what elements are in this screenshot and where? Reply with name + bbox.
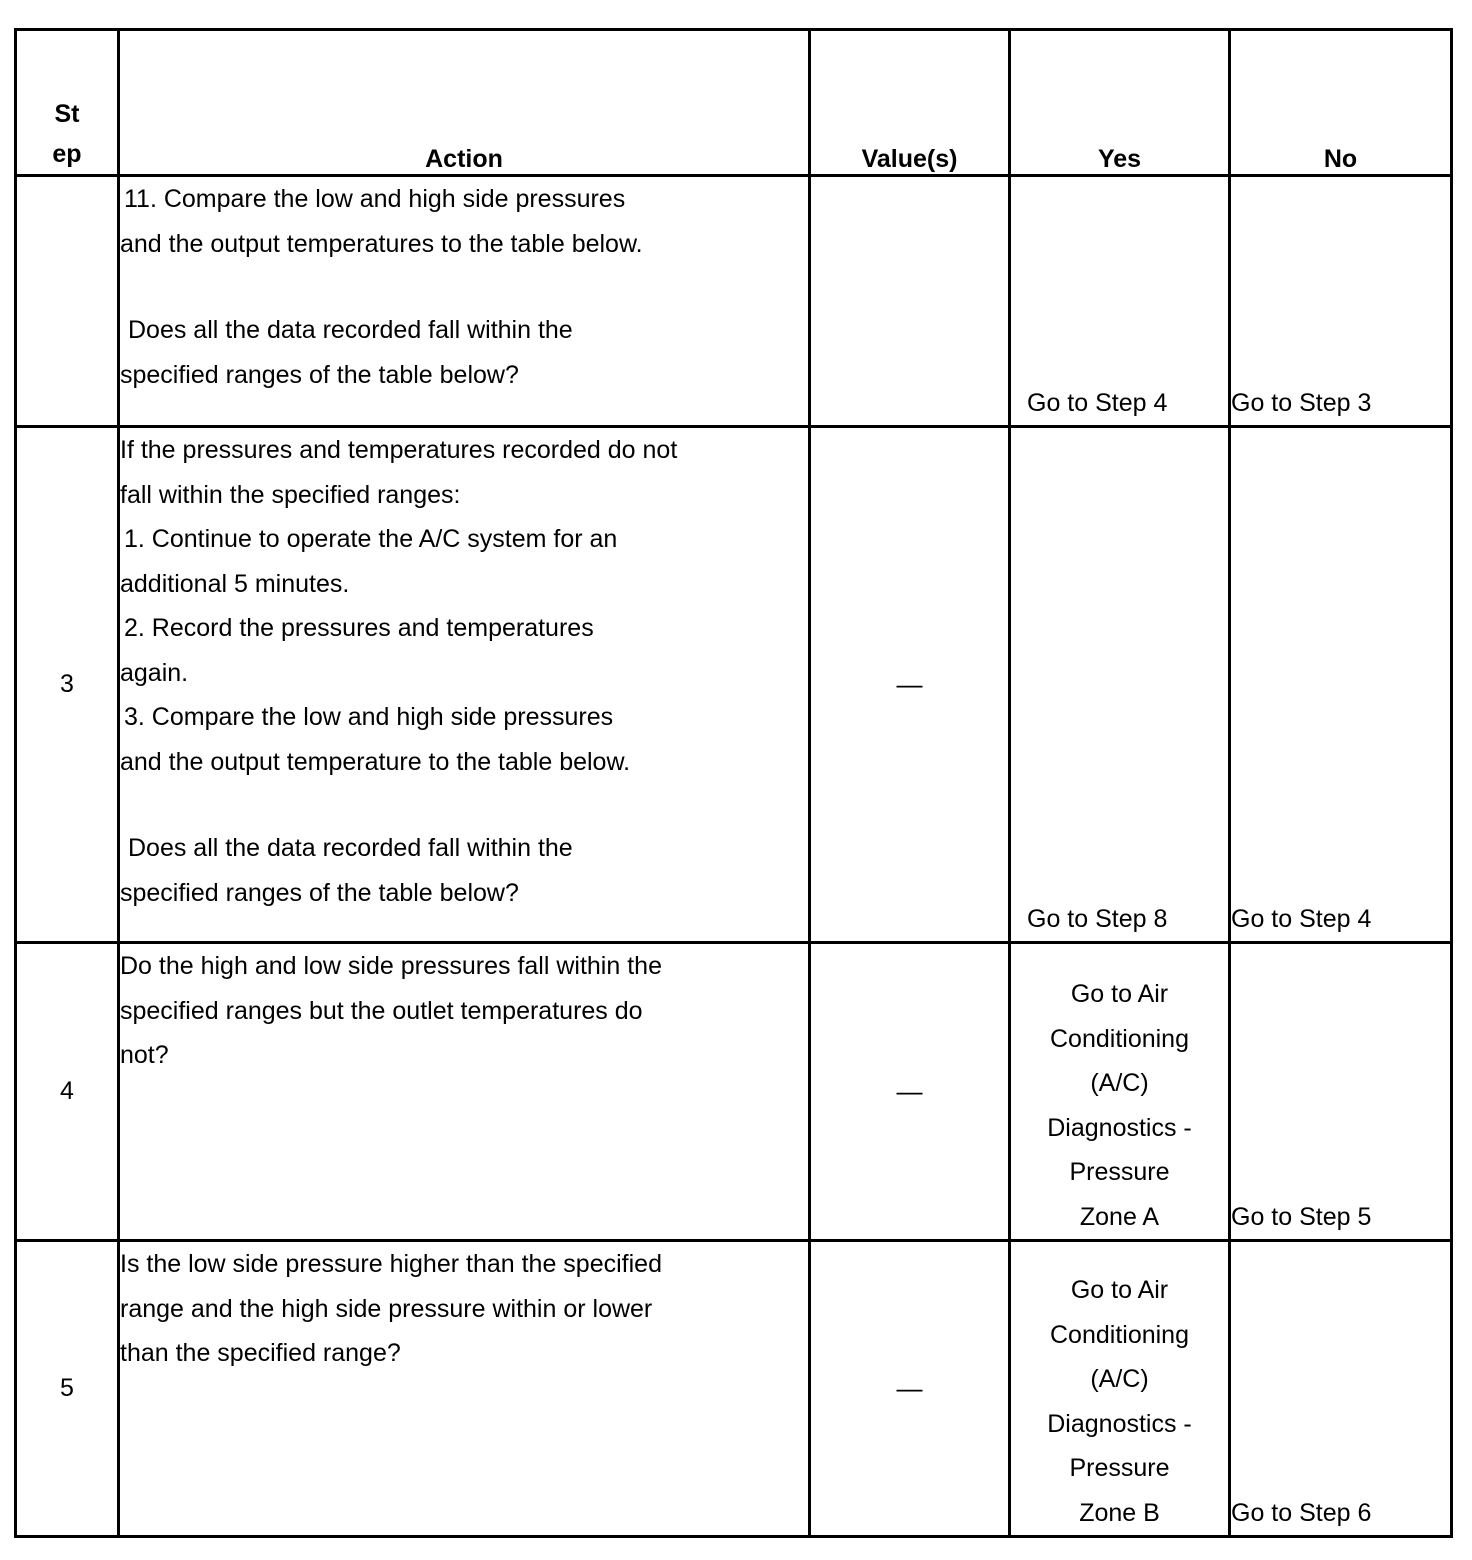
table-row: [16, 943, 1452, 1241]
diagnostic-table: [14, 28, 1453, 1538]
no-cell: Go to Step 4: [1230, 427, 1452, 943]
header-values: Value(s): [810, 30, 1010, 176]
yes-line: Pressure: [1069, 1454, 1170, 1482]
action-line: 2. Record the pressures and temperatures: [124, 614, 594, 642]
action-cell: [119, 943, 810, 1241]
no-cell: Go to Step 3: [1230, 176, 1452, 427]
yes-cell: [1010, 1241, 1230, 1537]
step-cell: [16, 176, 119, 427]
header-step: [16, 30, 119, 176]
step-cell: 5: [16, 1241, 119, 1537]
yes-cell: [1010, 943, 1230, 1241]
step-cell: 3: [16, 427, 119, 943]
yes-line: (A/C): [1090, 1365, 1149, 1393]
action-line: than the specified range?: [120, 1339, 401, 1367]
yes-line: Go to Air: [1070, 1276, 1169, 1304]
yes-line: Zone B: [1079, 1498, 1160, 1527]
header-yes: Yes: [1010, 30, 1230, 176]
action-line: Do the high and low side pressures fall within the: [120, 952, 662, 980]
action-line: additional 5 minutes.: [120, 569, 350, 598]
table-row: [16, 427, 1452, 943]
yes-cell: Go to Step 4: [1010, 176, 1230, 427]
question-line: Does all the data recorded fall within the: [128, 316, 573, 344]
action-cell: [119, 427, 810, 943]
yes-cell: Go to Step 8: [1010, 427, 1230, 943]
yes-line: Diagnostics -: [1047, 1113, 1192, 1142]
yes-line: Diagnostics -: [1047, 1409, 1192, 1438]
action-line: fall within the specified ranges:: [120, 480, 461, 509]
action-cell: [119, 176, 810, 427]
value-cell: —: [810, 1241, 1010, 1537]
action-line: 3. Compare the low and high side pressures: [124, 703, 614, 731]
step-cell: 4: [16, 943, 119, 1241]
yes-line: Conditioning: [1050, 1024, 1189, 1053]
header-row: [16, 30, 1452, 176]
value-cell: —: [810, 427, 1010, 943]
yes-line: Conditioning: [1050, 1320, 1189, 1349]
action-line: and the output temperature to the table below.: [120, 747, 631, 776]
header-action: Action: [119, 30, 810, 176]
action-line: Is the low side pressure higher than the specified: [120, 1250, 662, 1278]
no-cell: Go to Step 6: [1230, 1241, 1452, 1537]
action-line: and the output temperatures to the table below.: [120, 229, 643, 258]
table-row: [16, 1241, 1452, 1537]
yes-line: Go to Air: [1070, 980, 1169, 1008]
yes-line: (A/C): [1090, 1069, 1149, 1097]
table-row: [16, 176, 1452, 427]
value-cell: [810, 176, 1010, 427]
value-cell: —: [810, 943, 1010, 1241]
yes-line: Pressure: [1069, 1158, 1170, 1186]
question-line: specified ranges of the table below?: [120, 878, 519, 907]
action-line: If the pressures and temperatures recorded do not: [120, 436, 678, 464]
action-line: not?: [120, 1041, 169, 1069]
no-cell: Go to Step 5: [1230, 943, 1452, 1241]
action-line: range and the high side pressure within or lower: [120, 1294, 653, 1323]
action-line: 1. Continue to operate the A/C system for an: [124, 525, 618, 553]
question-line: specified ranges of the table below?: [120, 360, 519, 389]
action-line: specified ranges but the outlet temperatures do: [120, 996, 643, 1025]
header-no: No: [1230, 30, 1452, 176]
yes-line: Zone A: [1079, 1202, 1160, 1231]
question-line: Does all the data recorded fall within the: [128, 834, 573, 862]
action-line: 11. Compare the low and high side pressures: [124, 185, 626, 213]
action-line: again.: [120, 658, 189, 687]
header-step-line: ep: [52, 140, 82, 168]
header-step-line: St: [54, 100, 80, 128]
action-cell: [119, 1241, 810, 1537]
